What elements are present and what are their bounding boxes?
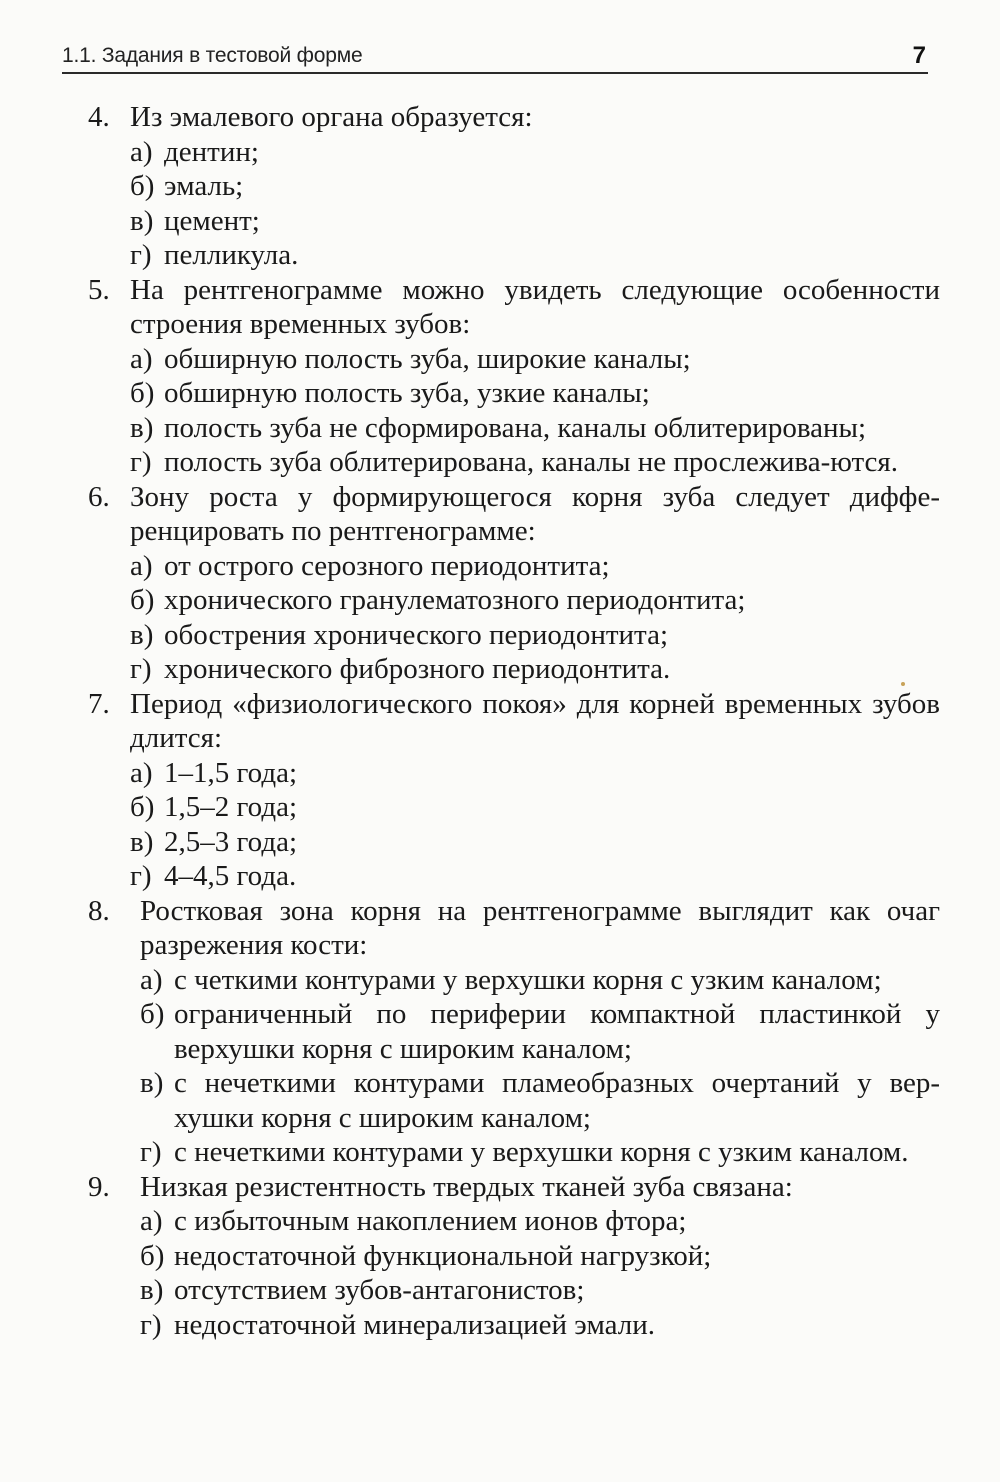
answer-option: [140, 1239, 940, 1274]
answer-option: [140, 1135, 940, 1170]
question-text: Низкая резистентность твердых тканей зуба связана:: [140, 1170, 793, 1203]
option-label: б): [130, 170, 155, 202]
option-label: б): [140, 998, 165, 1030]
answer-option: [130, 204, 940, 239]
option-text: недостаточной минерализацией эмали.: [174, 1308, 656, 1341]
answer-option: [130, 376, 940, 411]
option-text: 1–1,5 года;: [164, 756, 298, 789]
option-text: хронического фиброзного периодонтита.: [164, 653, 671, 685]
answer-option: [130, 790, 940, 825]
question-number: 6.: [88, 480, 110, 513]
running-header: [62, 38, 928, 74]
option-text: обострения хронического периодонтита;: [164, 618, 669, 651]
option-text: с нечеткими контурами у верхушки корня с узким каналом.: [174, 1136, 909, 1168]
answer-option: [130, 549, 940, 584]
question: [88, 894, 940, 1170]
option-label: г): [130, 653, 152, 685]
option-label: г): [130, 860, 152, 892]
question: [88, 100, 940, 273]
question: [88, 687, 940, 894]
option-label: в): [130, 825, 154, 858]
option-label: г): [130, 239, 152, 271]
option-text: полость зуба облитерирована, каналы не прослежива-ются.: [164, 446, 898, 478]
answer-option: [140, 997, 940, 1066]
question-text: Ростковая зона корня на рентгенограмме выглядит как очаг разрежения кости:: [140, 894, 940, 961]
option-text: с нечеткими контурами пламеобразных очертаний у вер-хушки корня с широким каналом;: [174, 1067, 940, 1134]
print-speck: [901, 682, 905, 686]
option-label: б): [130, 377, 155, 409]
option-label: б): [140, 1239, 165, 1272]
answer-option: [140, 1273, 940, 1308]
option-label: а): [130, 342, 153, 375]
answer-option: [130, 859, 940, 894]
option-text: отсутствием зубов-антагонистов;: [174, 1274, 585, 1306]
question-text: Период «физиологического покоя» для корней временных зубов длится:: [130, 687, 940, 754]
question-number: 9.: [88, 1170, 110, 1203]
option-text: обширную полость зуба, узкие каналы;: [164, 377, 650, 409]
option-text: от острого серозного периодонтита;: [164, 549, 610, 582]
option-label: в): [130, 411, 154, 444]
option-text: пелликула.: [164, 239, 299, 271]
option-text: недостаточной функциональной нагрузкой;: [174, 1239, 712, 1272]
option-label: в): [130, 204, 154, 237]
answer-option: [140, 1066, 940, 1135]
answer-option: [130, 445, 940, 480]
question: [88, 480, 940, 687]
option-label: б): [130, 791, 155, 823]
question: [88, 1170, 940, 1343]
answer-option: [130, 342, 940, 377]
answer-option: [140, 963, 940, 998]
option-text: полость зуба не сформирована, каналы облитерированы;: [164, 411, 867, 444]
question-text: Из эмалевого органа образуется:: [130, 101, 533, 133]
option-text: с избыточным накоплением ионов фтора;: [174, 1205, 687, 1237]
answer-option: [130, 169, 940, 204]
option-text: с четкими контурами у верхушки корня с узким каналом;: [174, 963, 882, 996]
option-text: обширную полость зуба, широкие каналы;: [164, 342, 691, 375]
question-list: [88, 100, 940, 1342]
question-number: 7.: [88, 687, 110, 720]
answer-option: [130, 825, 940, 860]
question-text: На рентгенограмме можно увидеть следующие особенности строения временных зубов:: [130, 273, 940, 340]
answer-option: [130, 411, 940, 446]
option-label: г): [140, 1308, 162, 1341]
option-text: хронического гранулематозного периодонтита;: [164, 584, 746, 616]
option-label: а): [130, 549, 153, 582]
answer-option: [140, 1308, 940, 1343]
option-label: б): [130, 584, 155, 616]
answer-option: [130, 618, 940, 653]
page-number: 7: [912, 42, 926, 69]
option-text: 1,5–2 года;: [164, 791, 298, 823]
option-text: ограниченный по периферии компактной пластинкой у верхушки корня с широким каналом;: [174, 998, 940, 1065]
option-text: эмаль;: [164, 170, 244, 202]
answer-option: [130, 756, 940, 791]
option-text: цемент;: [164, 204, 260, 237]
option-label: а): [130, 756, 153, 789]
option-label: а): [130, 135, 153, 168]
option-label: а): [140, 963, 163, 996]
option-label: в): [130, 618, 154, 651]
section-title: 1.1. Задания в тестовой форме: [62, 44, 363, 67]
option-text: 4–4,5 года.: [164, 860, 297, 892]
option-label: а): [140, 1205, 163, 1237]
option-label: г): [130, 446, 152, 478]
answer-option: [140, 1204, 940, 1239]
option-text: дентин;: [164, 135, 259, 168]
question-number: 5.: [88, 273, 110, 306]
question: [88, 273, 940, 480]
option-text: 2,5–3 года;: [164, 825, 298, 858]
answer-option: [130, 238, 940, 273]
question-text: Зону роста у формирующегося корня зуба следует диффе-ренцировать по рентгенограмме:: [130, 480, 940, 547]
question-number: 4.: [88, 101, 110, 133]
option-label: в): [140, 1274, 164, 1306]
answer-option: [130, 583, 940, 618]
option-label: г): [140, 1136, 162, 1168]
answer-option: [130, 652, 940, 687]
answer-option: [130, 135, 940, 170]
question-number: 8.: [88, 894, 110, 927]
option-label: в): [140, 1067, 164, 1099]
